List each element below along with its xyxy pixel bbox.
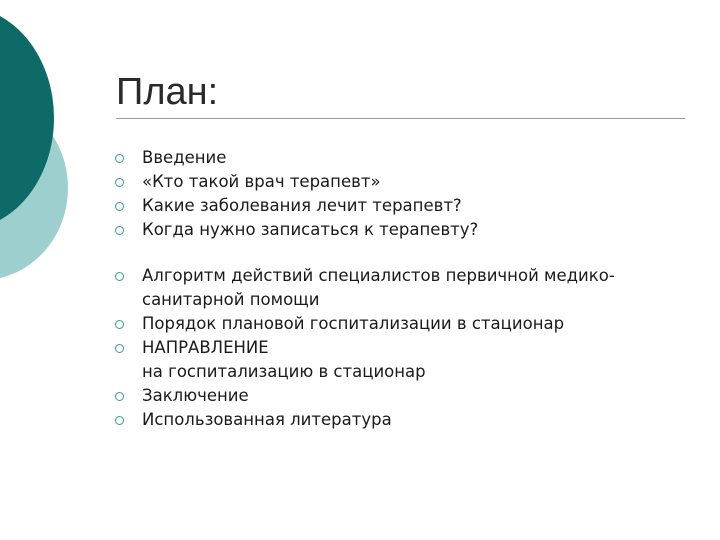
list-item-algorithm: [114, 264, 694, 312]
outline-list: [114, 146, 694, 432]
list-item-conclusion: [114, 384, 694, 408]
list-item-introduction: [114, 146, 694, 170]
list-item-referral: [114, 336, 694, 384]
circle-bullet-icon: [115, 178, 124, 187]
list-item-diseases: [114, 194, 694, 218]
circle-bullet-icon: [115, 272, 124, 281]
list-item-text: Заключение: [142, 386, 249, 405]
list-item-who-is-therapist: [114, 170, 694, 194]
title-divider: [116, 118, 685, 119]
circle-bullet-icon: [115, 154, 124, 163]
list-item-text: «Кто такой врач терапевт»: [142, 172, 381, 191]
list-item-text: Порядок плановой госпитализации в стационар: [142, 314, 565, 333]
circle-bullet-icon: [115, 344, 124, 353]
list-item-text: Какие заболевания лечит терапевт?: [142, 196, 462, 215]
circle-bullet-icon: [115, 320, 124, 329]
list-item-references: [114, 408, 694, 432]
slide-title: План:: [116, 71, 219, 113]
circle-bullet-icon: [115, 392, 124, 401]
list-item-hospitalization-order: [114, 312, 694, 336]
list-item-text: Введение: [142, 148, 227, 167]
list-item-when-to-book: [114, 218, 694, 242]
circle-bullet-icon: [115, 226, 124, 235]
circle-bullet-icon: [115, 416, 124, 425]
list-item-text: Когда нужно записаться к терапевту?: [142, 220, 479, 239]
circle-bullet-icon: [115, 202, 124, 211]
list-item-text: НАПРАВЛЕНИЕ на госпитализацию в стационар: [142, 338, 426, 381]
decorative-circles: [0, 0, 120, 300]
list-item-text: Алгоритм действий специалистов первичной медико- санитарной помощи: [142, 266, 615, 309]
list-item-text: Использованная литература: [142, 410, 392, 429]
